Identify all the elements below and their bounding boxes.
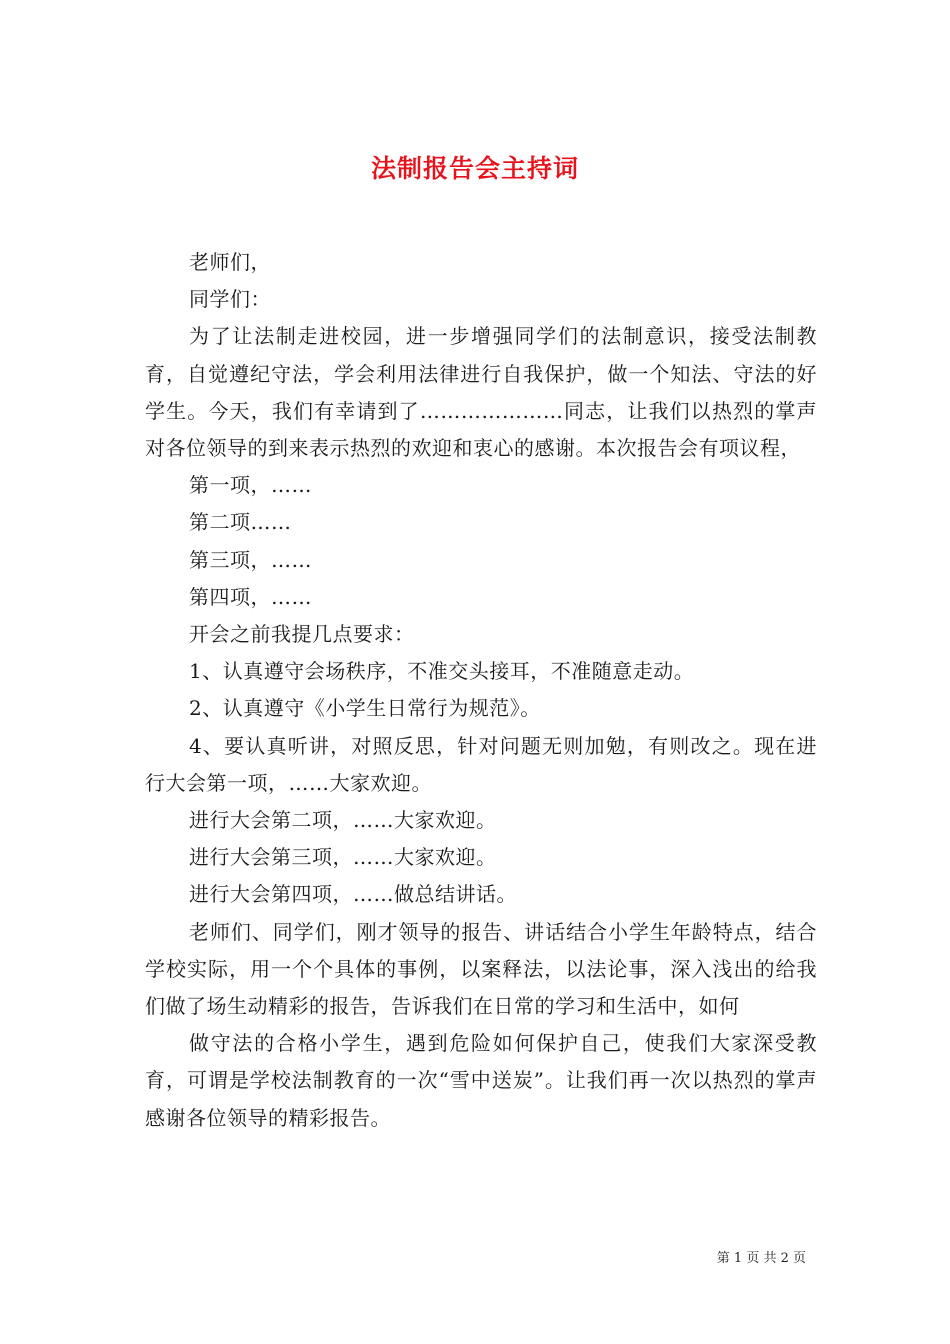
paragraph: 1、认真遵守会场秩序，不准交头接耳，不准随意走动。 bbox=[189, 659, 695, 684]
paragraph: 为了让法制走进校园，进一步增强同学们的法制意识，接受法制教育，自觉遵纪守法，学会利用法律进行自我保护，做一个知法、守法的好学生。今天，我们有幸请到了…………………同志，让我们以热烈的掌声对各位领导的到来表示热烈的欢迎和衷心的感谢。本次报告会有项议程， bbox=[145, 324, 817, 461]
page-title: 法制报告会主持词 bbox=[370, 153, 579, 183]
paragraph: 老师们， bbox=[189, 250, 271, 274]
paragraph: 第四项，…… bbox=[189, 584, 312, 609]
paragraph: 开会之前我提几点要求： bbox=[189, 622, 415, 647]
paragraph: 4、要认真听讲，对照反思，针对问题无则加勉，有则改之。现在进行大会第一项，……大家欢迎。 bbox=[145, 733, 817, 795]
paragraph: 进行大会第四项，……做总结讲话。 bbox=[189, 882, 517, 907]
paragraph: 进行大会第三项，……大家欢迎。 bbox=[189, 845, 497, 870]
paragraph: 第一项，…… bbox=[189, 473, 312, 498]
paragraph: 2、认真遵守《小学生日常行为规范》。 bbox=[189, 696, 541, 721]
paragraph: 进行大会第二项，……大家欢迎。 bbox=[189, 808, 497, 833]
paragraph: 老师们、同学们，刚才领导的报告、讲话结合小学生年龄特点，结合学校实际，用一个个具体的事例，以案释法，以法论事，深入浅出的给我们做了场生动精彩的报告，告诉我们在日常的学习和生活中，如何 bbox=[145, 919, 817, 1019]
paragraph: 第二项…… bbox=[189, 510, 292, 535]
page-number-footer: 第 1 页 共 2 页 bbox=[716, 1251, 806, 1266]
paragraph: 第三项，…… bbox=[189, 547, 312, 572]
document-body bbox=[145, 244, 817, 1137]
paragraph: 同学们： bbox=[189, 287, 271, 312]
paragraph: 做守法的合格小学生，遇到危险如何保护自己，使我们大家深受教育，可谓是学校法制教育的一次“雪中送炭”。让我们再一次以热烈的掌声感谢各位领导的精彩报告。 bbox=[145, 1031, 817, 1130]
